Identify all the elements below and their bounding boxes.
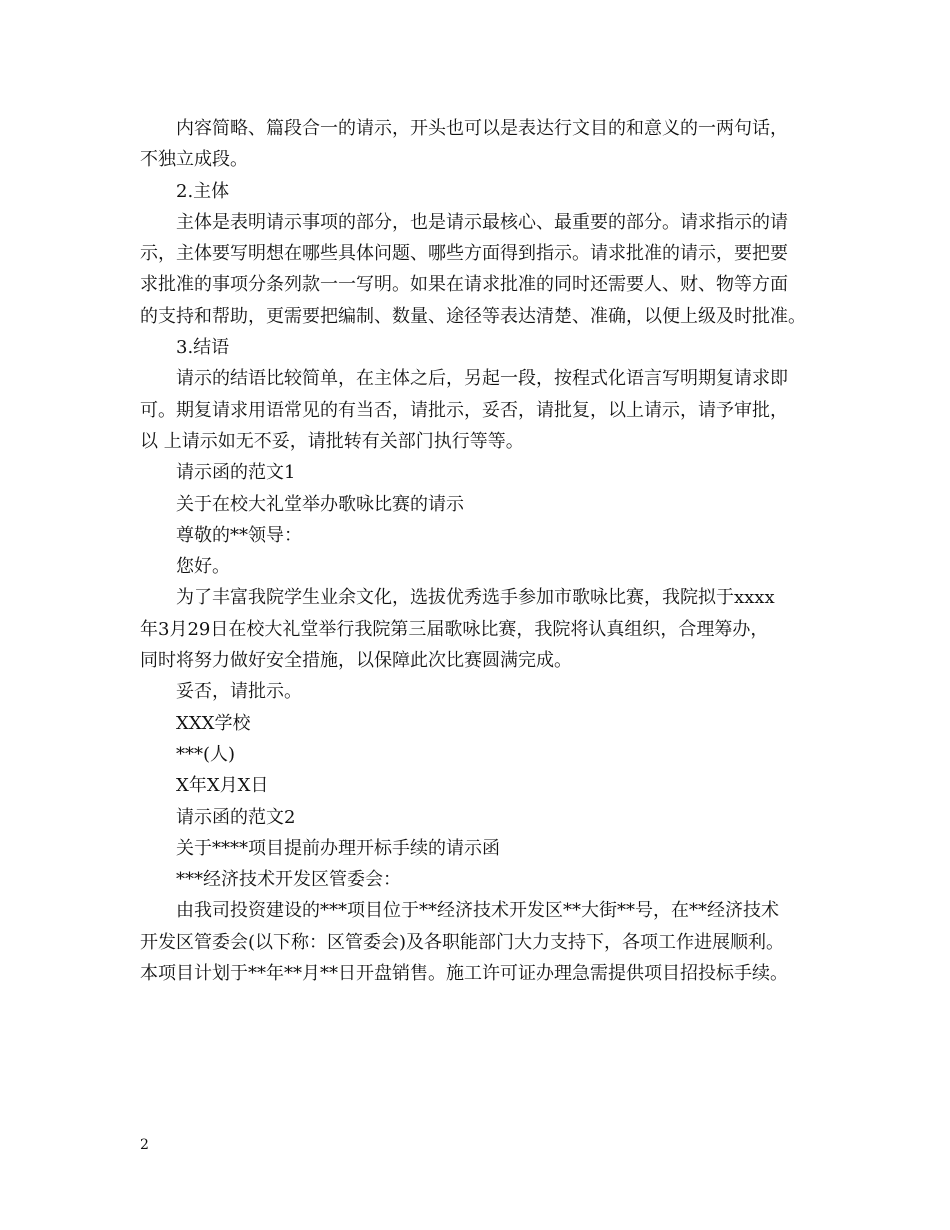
paragraph-line: 为了丰富我院学生业余文化，选拔优秀选手参加市歌咏比赛，我院拟于xxxx — [176, 587, 775, 609]
paragraph-line: 以 上请示如无不妥，请批转有关部门执行等等。 — [140, 430, 524, 452]
example1-greeting: 您好。 — [176, 556, 230, 578]
example1-date: X年X月X日 — [176, 775, 269, 797]
example1-closing: 妥否，请批示。 — [176, 681, 302, 703]
page-number: 2 — [140, 1137, 149, 1153]
paragraph-line: 本项目计划于**年**月**日开盘销售。施工许可证办理急需提供项目招投标手续。 — [140, 963, 788, 985]
paragraph-line: 的支持和帮助，更需要把编制、数量、途径等表达清楚、准确，以便上级及时批准。 — [140, 305, 806, 327]
paragraph-line: 内容简略、篇段合一的请示，开头也可以是表达行文目的和意义的一两句话， — [176, 118, 788, 139]
example2-heading: 请示函的范文2 — [176, 806, 296, 828]
example1-signature-person: ***(人) — [176, 743, 236, 765]
section-heading-conclusion: 3.结语 — [176, 337, 230, 359]
paragraph-line: 不独立成段。 — [140, 149, 248, 171]
paragraph-line: 主体是表明请示事项的部分，也是请示最核心、最重要的部分。请求指示的请 — [176, 211, 788, 233]
paragraph-line: 由我司投资建设的***项目位于**经济技术开发区**大街**号，在**经济技术 — [176, 900, 779, 922]
paragraph-line: 同时将努力做好安全措施，以保障此次比赛圆满完成。 — [140, 650, 572, 672]
example1-salutation: 尊敬的**领导： — [176, 524, 302, 546]
document-content — [140, 113, 820, 989]
example1-title: 关于在校大礼堂举办歌咏比赛的请示 — [176, 493, 464, 515]
example2-title: 关于****项目提前办理开标手续的请示函 — [176, 837, 500, 859]
example1-signature-org: XXX学校 — [176, 712, 251, 734]
paragraph-line: 示，主体要写明想在哪些具体问题、哪些方面得到指示。请求批准的请示，要把要 — [140, 243, 788, 265]
paragraph-line: 请示的结语比较简单，在主体之后，另起一段，按程式化语言写明期复请求即 — [176, 368, 788, 390]
paragraph-line: 可。期复请求用语常见的有当否，请批示，妥否，请批复，以上请示，请予审批， — [140, 399, 788, 421]
example2-salutation: ***经济技术开发区管委会： — [176, 869, 401, 891]
paragraph-line: 开发区管委会(以下称：区管委会)及各职能部门大力支持下，各项工作进展顺利。 — [140, 931, 785, 953]
section-heading-body: 2.主体 — [176, 180, 230, 202]
example1-heading: 请示函的范文1 — [176, 462, 296, 484]
paragraph-line: 年3月29日在校大礼堂举行我院第三届歌咏比赛，我院将认真组织，合理筹办， — [140, 618, 769, 640]
paragraph-line: 求批准的事项分条列款一一写明。如果在请求批准的同时还需要人、财、物等方面 — [140, 274, 788, 296]
